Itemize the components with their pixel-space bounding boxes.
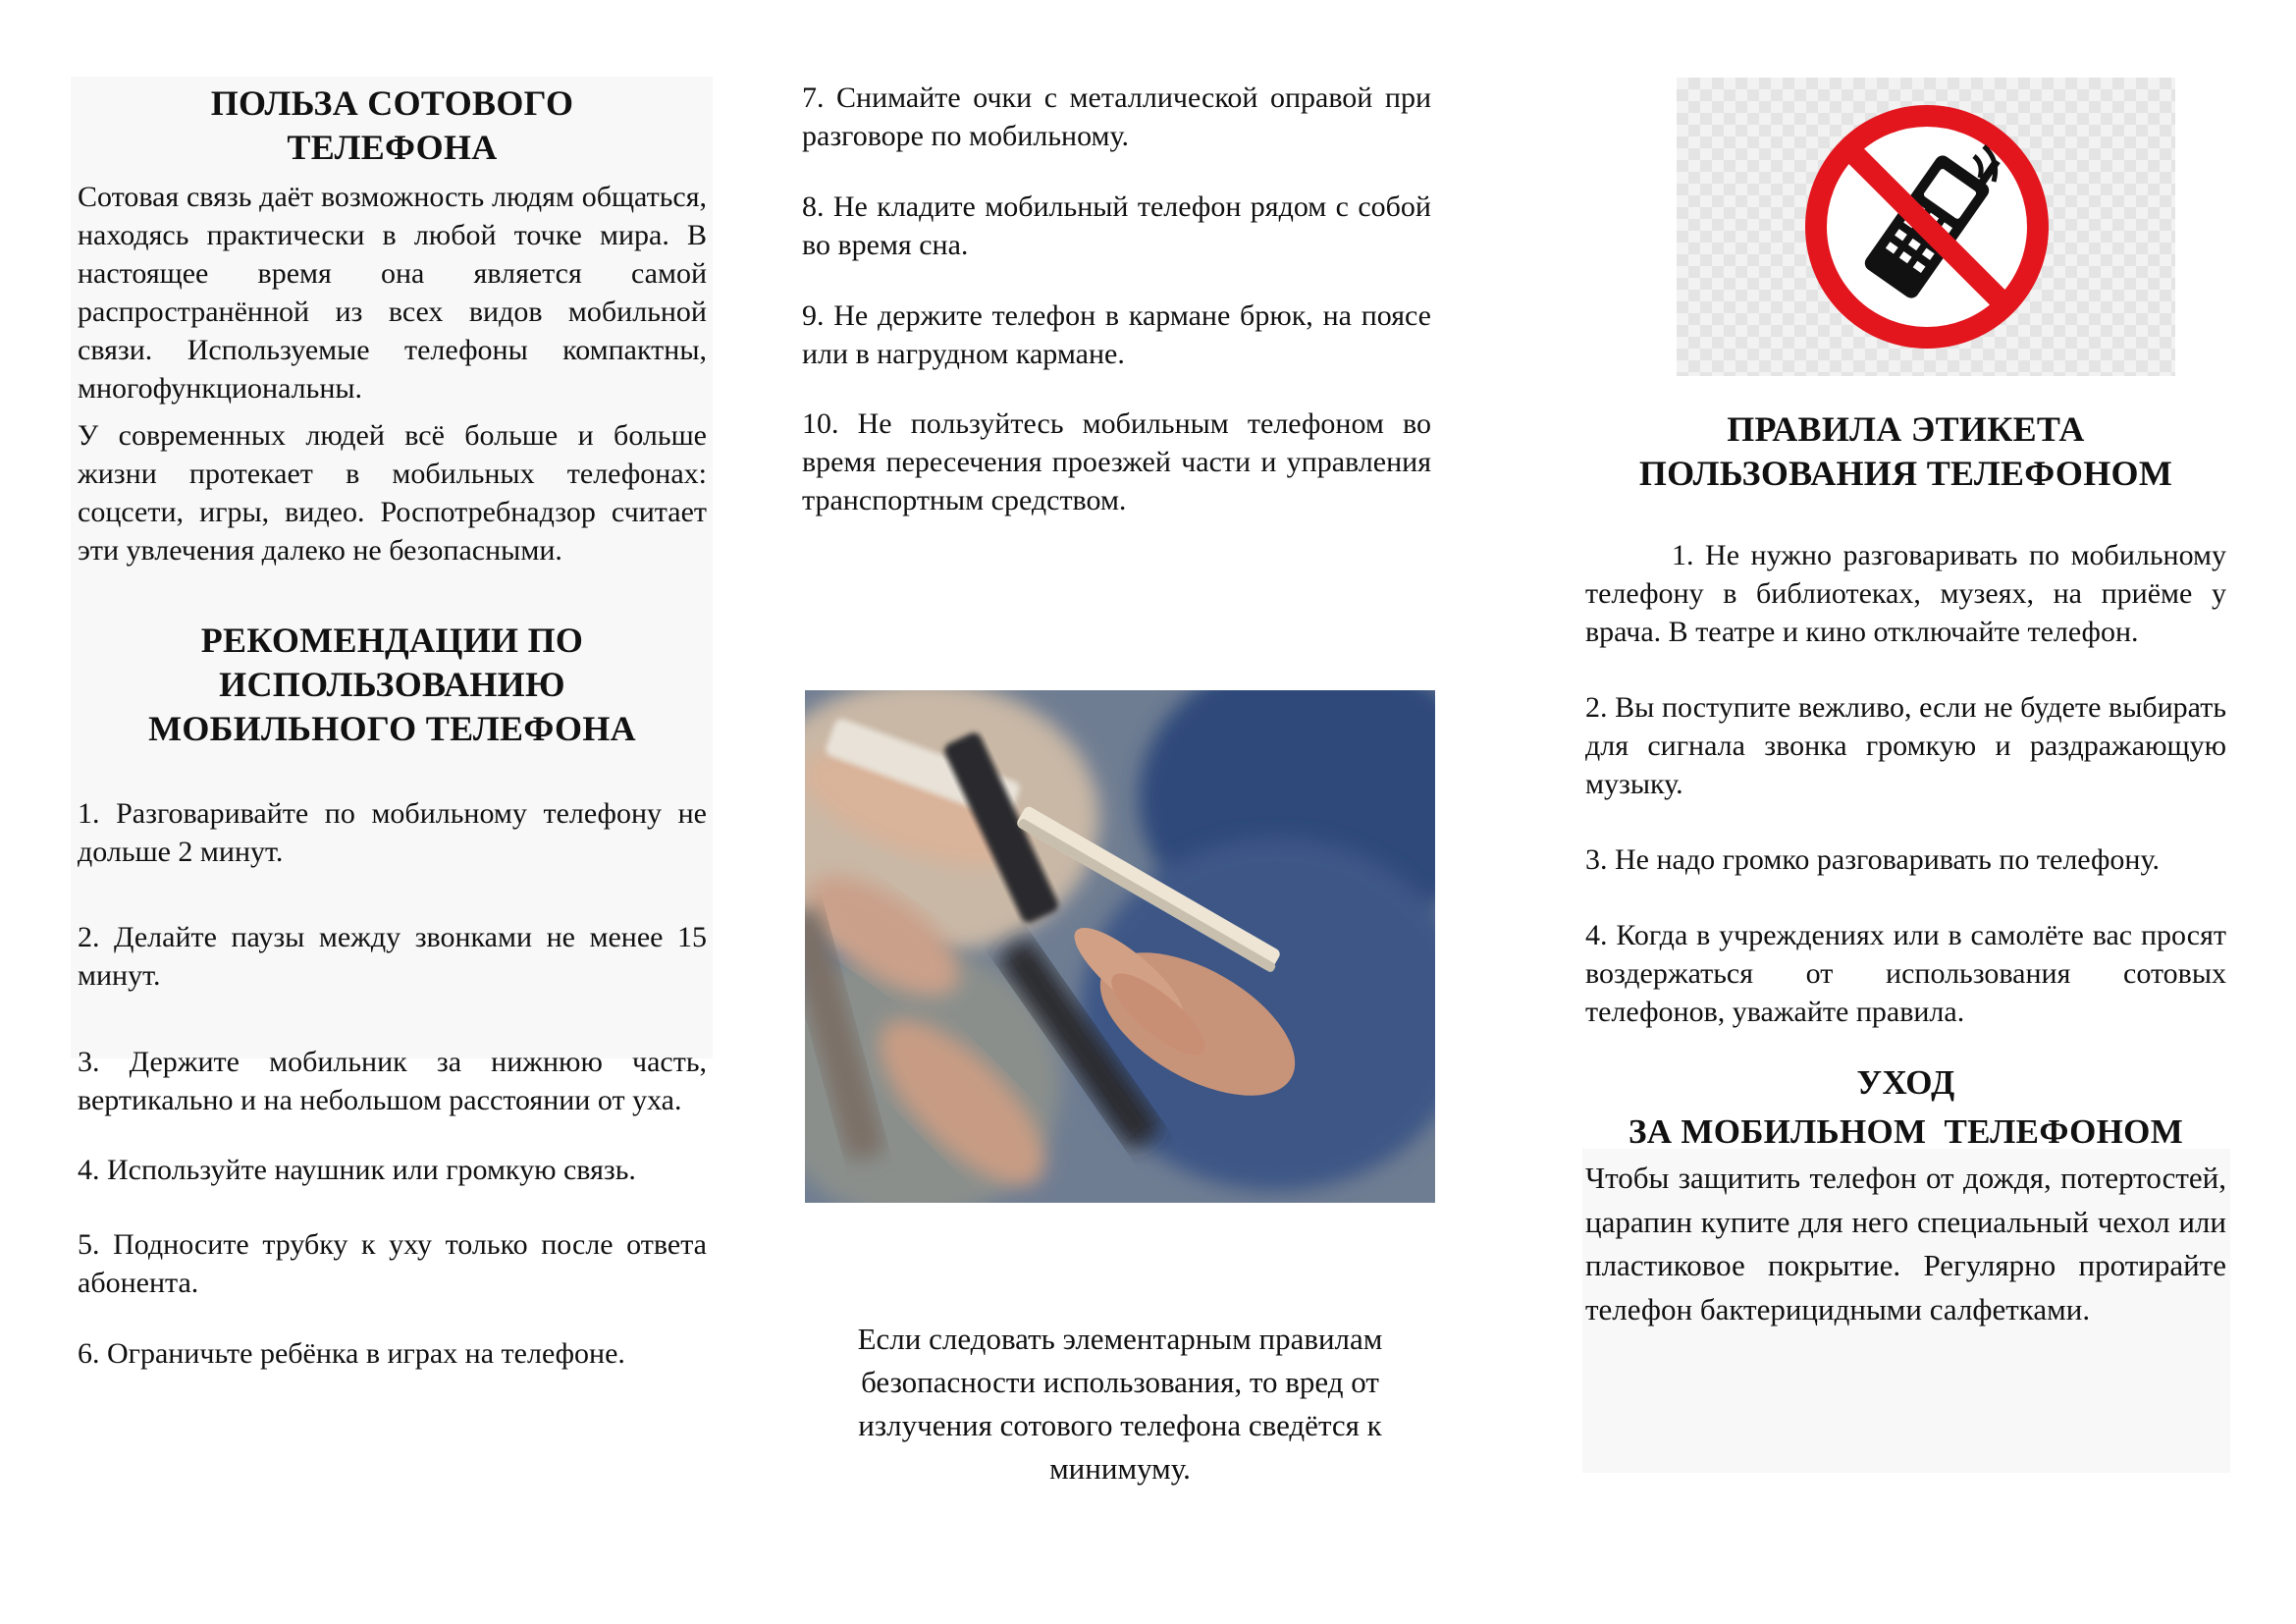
recommend-item-5: 5. Подносите трубку к уху только после ответа абонента. — [78, 1228, 707, 1299]
recommend-item-10: 10. Не пользуйтесь мобильным телефоном во время пересечения проезжей части и управления транспортным средством. — [802, 407, 1431, 516]
etiquette-item-1: 1. Не нужно разговаривать по мобильному телефону в библиотеках, музеях, на приёме у врача. В театре и кино отключайте телефон. — [1585, 539, 2226, 648]
recommend-title — [78, 619, 707, 751]
safety-caption: Если следовать элементарным правилам безопасности использования, то вред от излучения сотового телефона сведётся к минимуму. — [857, 1322, 1383, 1486]
etiquette-title-line2: ПОЛЬЗОВАНИЯ ТЕЛЕФОНОМ — [1638, 454, 2173, 493]
benefit-paragraph-1: Сотовая связь даёт возможность людям общаться, находясь практически в любой точке мира. В настоящее время она является самой распространённой из всех видов мобильной связи. Используемые телефоны компактны, многофункциональны. — [78, 181, 707, 405]
recommend-title-line1: РЕКОМЕНДАЦИИ ПО — [200, 621, 584, 660]
etiquette-title — [1585, 407, 2226, 496]
hands-holding-phones-photo — [805, 690, 1435, 1203]
recommend-item-1: 1. Разговаривайте по мобильному телефону не дольше 2 минут. — [78, 797, 707, 868]
benefit-title-line1: ПОЛЬЗА СОТОВОГО — [210, 83, 574, 123]
recommend-item-3: 3. Держите мобильник за нижнюю часть, вертикально и на небольшом расстоянии от уха. — [78, 1046, 707, 1116]
recommend-item-6: 6. Ограничьте ребёнка в играх на телефоне. — [78, 1337, 625, 1370]
care-title-line1: УХОД — [1856, 1063, 1955, 1102]
recommend-title-line2: ИСПОЛЬЗОВАНИЮ — [219, 665, 565, 704]
care-text: Чтобы защитить телефон от дождя, потертостей, царапин купите для него специальный чехол или пластиковое покрытие. Регулярно протирайте телефон бактерицидными салфетками. — [1585, 1161, 2226, 1326]
etiquette-item-4: 4. Когда в учреждениях или в самолёте вас просят воздержаться от использования сотовых телефонов, уважайте правила. — [1585, 919, 2226, 1028]
benefit-title — [78, 81, 707, 170]
recommend-item-9: 9. Не держите телефон в кармане брюк, на поясе или в нагрудном кармане. — [802, 299, 1431, 370]
recommend-item-2: 2. Делайте паузы между звонками не менее 15 минут. — [78, 921, 707, 992]
right-panel — [1585, 0, 2226, 1331]
benefit-title-line2: ТЕЛЕФОНА — [287, 128, 498, 167]
etiquette-item-2: 2. Вы поступите вежливо, если не будете выбирать для сигнала звонка громкую и раздражающую музыку. — [1585, 691, 2226, 800]
photo-illustration — [805, 690, 1435, 1203]
left-panel — [78, 79, 707, 1373]
benefit-paragraph-2: У современных людей всё больше и больше жизни протекает в мобильных телефонах: соцсети, игры, видео. Роспотребнадзор считает эти увлечения далеко не безопасными. — [78, 419, 707, 567]
recommend-item-7: 7. Снимайте очки с металлической оправой при разговоре по мобильному. — [802, 81, 1431, 152]
care-title — [1585, 1058, 2226, 1157]
etiquette-title-line1: ПРАВИЛА ЭТИКЕТА — [1727, 409, 2085, 449]
middle-panel — [802, 79, 1431, 519]
recommend-title-line3: МОБИЛЬНОГО ТЕЛЕФОНА — [148, 709, 636, 748]
etiquette-item-3: 3. Не надо громко разговаривать по телефону. — [1585, 843, 2160, 876]
recommend-item-4: 4. Используйте наушник или громкую связь. — [78, 1154, 636, 1186]
recommend-item-8: 8. Не кладите мобильный телефон рядом с собой во время сна. — [802, 190, 1431, 261]
care-title-line2: ЗА МОБИЛЬНОМ ТЕЛЕФОНОМ — [1628, 1112, 2184, 1151]
